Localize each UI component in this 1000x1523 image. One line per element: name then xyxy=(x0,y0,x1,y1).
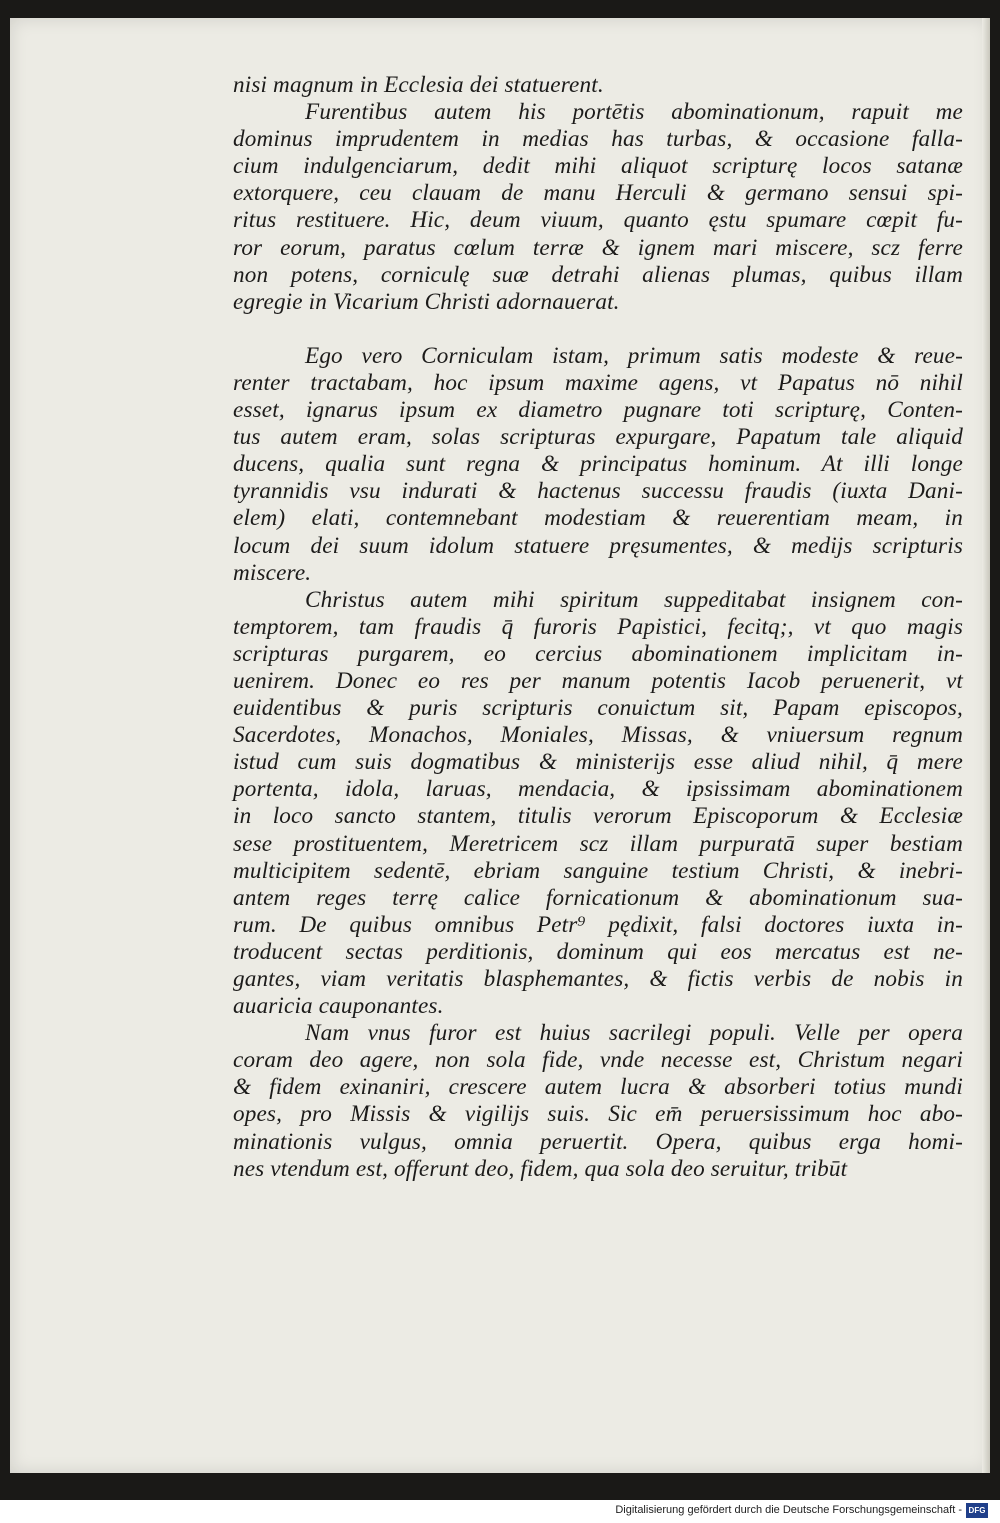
paragraph-gap xyxy=(233,316,963,343)
text-line: multicipitem sedentē, ebriam sanguine testium Christi, & inebri- xyxy=(233,857,963,884)
text-line: portenta, idola, laruas, mendacia, & ipsissimam abominationem xyxy=(233,776,963,803)
text-line: ror eorum, paratus cœlum terræ & ignem mari miscere, scz ferre xyxy=(233,234,963,261)
text-line: istud cum suis dogmatibus & ministerijs esse aliud nihil, q̄ mere xyxy=(233,749,963,776)
text-line: nes vtendum est, offerunt deo, fidem, qua sola deo seruitur, tribūt xyxy=(233,1155,848,1182)
text-line: opes, pro Missis & vigilijs suis. Sic em̄ peruersissimum hoc abo- xyxy=(233,1101,963,1128)
text-line: tus autem eram, solas scripturas expurgare, Papatum tale aliquid xyxy=(233,424,963,451)
text-line: Sacerdotes, Monachos, Moniales, Missas, & vniuersum regnum xyxy=(233,722,963,749)
text-line: antem reges terrę calice fornicationum & abominationum sua- xyxy=(233,884,963,911)
dfg-logo: DFG xyxy=(966,1503,988,1518)
text-line: Christus autem mihi spiritum suppeditabat insignem con- xyxy=(305,586,963,613)
text-line: troducent sectas perditionis, dominum qui eos mercatus est ne- xyxy=(233,938,963,965)
text-line: uenirem. Donec eo res per manum potentis Iacob peruenerit, vt xyxy=(233,667,963,694)
text-line: euidentibus & puris scripturis conuictum sit, Papam episcopos, xyxy=(233,695,963,722)
text-line: extorquere, ceu clauam de manu Herculi & germano sensui spi- xyxy=(233,180,963,207)
text-line: elem) elati, contemnebant modestiam & reuerentiam meam, in xyxy=(233,505,963,532)
text-line: miscere. xyxy=(233,559,312,586)
text-line: non potens, corniculę suæ detrahi alienas plumas, quibus illam xyxy=(233,261,963,288)
text-line: locum dei suum idolum statuere pręsumentes, & medijs scripturis xyxy=(233,532,963,559)
text-line: gantes, viam veritatis blasphemantes, & fictis verbis de nobis in xyxy=(233,966,963,992)
text-line: & fidem exinaniri, crescere autem lucra & absorberi totius mundi xyxy=(233,1074,963,1101)
text-line: coram deo agere, non sola fide, vnde necesse est, Christum negari xyxy=(233,1047,963,1074)
text-line: rum. De quibus omnibus Petr⁹ pędixit, falsi doctores iuxta in- xyxy=(233,911,963,938)
text-line: ritus restituere. Hic, deum viuum, quanto ęstu spumare cœpit fu- xyxy=(233,207,963,234)
text-line: Ego vero Corniculam istam, primum satis modeste & reue- xyxy=(305,342,963,369)
text-line: cium indulgenciarum, dedit mihi aliquot scripturę locos satanæ xyxy=(233,153,963,180)
text-line: renter tractabam, hoc ipsum maxime agens, vt Papatus nō nihil xyxy=(233,369,963,396)
text-line: tyrannidis vsu indurati & hactenus successu fraudis (iuxta Dani- xyxy=(233,478,963,505)
text-line: nisi magnum in Ecclesia dei statuerent. xyxy=(233,72,604,98)
footer-bar xyxy=(0,1500,1000,1523)
text-line: scripturas purgarem, eo cercius abominationem implicitam in- xyxy=(233,640,963,667)
text-line: Nam vnus furor est huius sacrilegi populi. Velle per opera xyxy=(305,1020,963,1047)
text-line: in loco sancto stantem, titulis verorum Episcoporum & Ecclesiæ xyxy=(233,803,963,830)
page-text xyxy=(233,72,963,1183)
text-line: egregie in Vicarium Christi adornauerat. xyxy=(233,288,620,315)
footer-credit: Digitalisierung gefördert durch die Deutsche Forschungsgemeinschaft - xyxy=(615,1504,962,1516)
text-line: ducens, qualia sunt regna & principatus hominum. At illi longe xyxy=(233,451,963,478)
text-line: esset, ignarus ipsum ex diametro pugnare toti scripturę, Conten- xyxy=(233,397,963,424)
text-line: temptorem, tam fraudis q̄ furoris Papistici, fecitq;, vt quo magis xyxy=(233,613,963,640)
text-line: dominus imprudentem in medias has turbas, & occasione falla- xyxy=(233,126,963,153)
text-line: minationis vulgus, omnia peruertit. Opera, quibus erga homi- xyxy=(233,1128,963,1155)
text-line: auaricia cauponantes. xyxy=(233,993,444,1020)
text-line: sese prostituentem, Meretricem scz illam purpuratā super bestiam xyxy=(233,830,963,857)
text-line: Furentibus autem his portētis abominationum, rapuit me xyxy=(305,99,963,126)
page-edge xyxy=(982,18,990,1473)
